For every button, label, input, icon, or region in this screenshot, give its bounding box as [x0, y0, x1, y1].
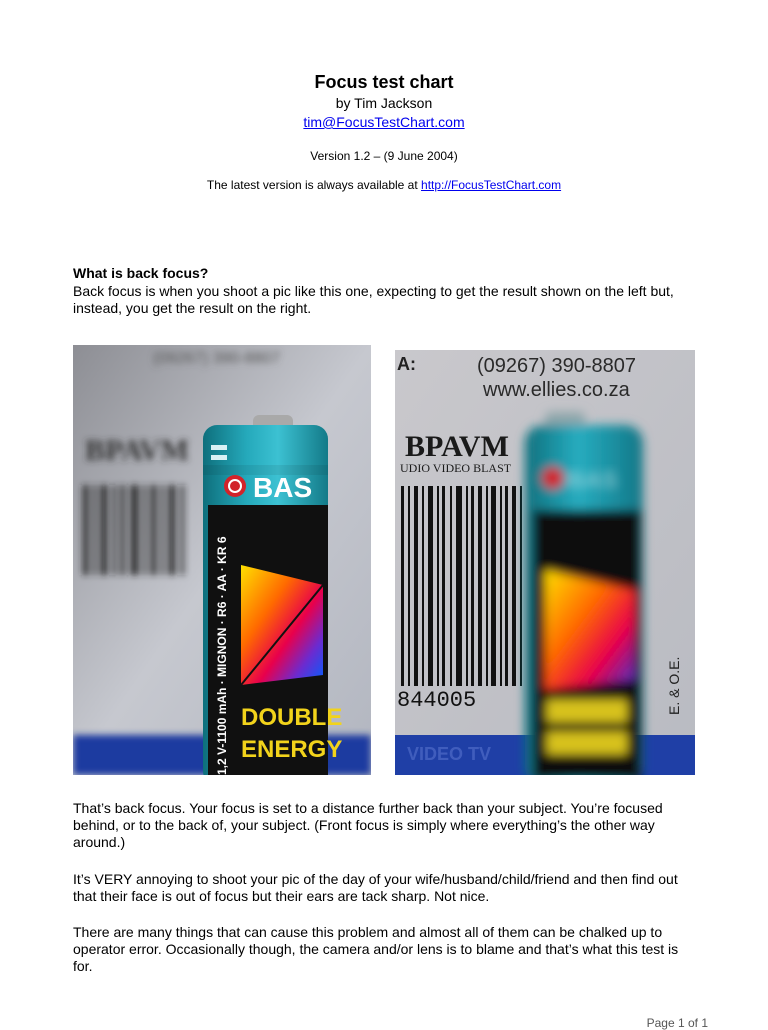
causes-paragraph: There are many things that can cause this problem and almost all of them can be chalked up to operator error. Occasionally though, the camera and/or lens is to blame and that’s what this test is for. [73, 924, 679, 974]
intro-paragraph: Back focus is when you shoot a pic like this one, expecting to get the result shown on the left but, instead, you get the result on the right. [73, 283, 674, 316]
annoyance-paragraph: It’s VERY annoying to shoot your pic of the day of your wife/husband/child/friend and then find out that their face is out of focus but their ears are tack sharp. Not nice. [73, 871, 678, 904]
sharp-focus-photo [73, 345, 371, 775]
back-focus-explanation-paragraph: That’s back focus. Your focus is set to a distance further back than your subject. You’re focused behind, or to the back of, your subject. (Front focus is simply where everything’s the other way around.) [73, 800, 663, 850]
sharp-focus-photo-graphic [73, 345, 371, 775]
latest-version-text: The latest version is always available at [206, 178, 422, 192]
author-email-container [0, 114, 768, 130]
side-text: E. & O.E. [666, 656, 682, 715]
blurred-battery-brand-text: BAS [567, 467, 618, 494]
brand-subtitle-text: UDIO VIDEO BLAST [400, 461, 512, 475]
author-email-link[interactable]: tim@FocusTestChart.com [303, 114, 465, 130]
bg-phone-text: (09267) 390-8807 [153, 350, 281, 367]
back-focus-photo [395, 350, 695, 775]
battery-brand-text: BAS [253, 472, 313, 503]
document-title: Focus test chart [314, 72, 454, 92]
phone-number-text: (09267) 390-8807 [477, 355, 637, 377]
label-prefix-text: A: [397, 354, 416, 374]
battery-spec-text: 1,2 V-1100 mAh · MIGNON · R6 · AA · KR 6 [215, 536, 229, 775]
section-heading: What is back focus? [73, 265, 209, 281]
bottom-band-text: VIDEO TV [407, 744, 492, 764]
website-text: www.ellies.co.za [483, 379, 630, 401]
back-focus-photo-graphic [395, 350, 695, 775]
barcode-digits-text: 844005 [397, 688, 477, 713]
battery-slogan-line1: DOUBLE [241, 704, 343, 731]
brand-text: BPAVM [405, 430, 509, 463]
version-line: Version 1.2 – (9 June 2004) [310, 149, 458, 163]
page-footer: Page 1 of 1 [646, 1016, 708, 1030]
battery-slogan-line2: ENERGY [241, 736, 343, 763]
author-line: by Tim Jackson [335, 95, 433, 111]
latest-version-line [0, 178, 768, 192]
website-link[interactable]: http://FocusTestChart.com [421, 178, 562, 192]
bg-brand-text: BPAVM [85, 434, 189, 467]
